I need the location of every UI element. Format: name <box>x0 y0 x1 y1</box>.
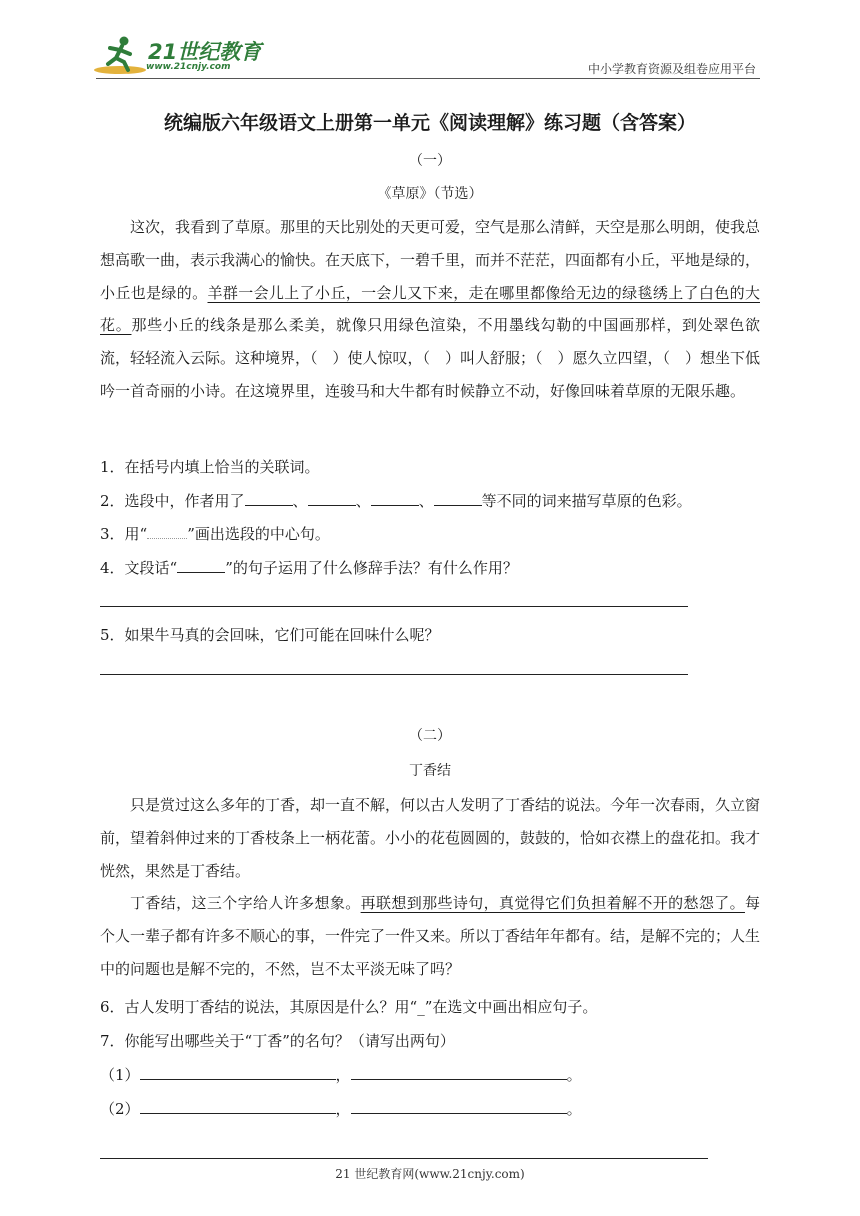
footer-text: 21 世纪教育网(www.21cnjy.com) <box>335 1167 525 1181</box>
platform-name: 中小学教育资源及组卷应用平台 <box>587 62 756 76</box>
period: 。 <box>566 1066 582 1084</box>
period: 。 <box>566 1100 582 1118</box>
question-1: 1．在括号内填上恰当的关联词。 <box>100 458 320 476</box>
answer-blank[interactable] <box>140 1065 336 1080</box>
answer-row-1 <box>100 1064 582 1085</box>
section-1-number: （一） <box>409 153 451 169</box>
answer-line-q4[interactable] <box>100 606 688 607</box>
question-2-prefix: 2．选段中，作者用了 <box>100 492 245 510</box>
question-3-prefix: 3．用“ <box>100 525 148 543</box>
passage-2-underlined: 再联想到那些诗句，真觉得它们负担着解不开的愁怨了。 <box>360 894 745 913</box>
question-6: 6．古人发明丁香结的说法，其原因是什么？用“_”在选文中画出相应句子。 <box>100 998 598 1016</box>
question-4-suffix: ”的句子运用了什么修辞手法？有什么作用？ <box>225 559 518 577</box>
answer-blank[interactable] <box>308 491 356 506</box>
footer-divider <box>100 1158 708 1159</box>
question-2-suffix: 等不同的词来描写草原的色彩。 <box>481 492 692 510</box>
answer-blank[interactable] <box>245 491 293 506</box>
passage-2-text-b: 每个人一辈子都有许多不顺心的事，一件完了一件又来。所以丁香结年年都有。结，是解不完的；人生中的问题也是解不完的，不然，岂不太平淡无味了吗？ <box>100 894 761 978</box>
comma: ， <box>335 1100 351 1118</box>
question-5: 5．如果牛马真的会回味，它们可能在回味什么呢？ <box>100 626 440 644</box>
passage-1 <box>100 211 760 408</box>
answer-blank[interactable] <box>371 491 419 506</box>
separator: 、 <box>418 492 434 510</box>
logo-url: www.21cnjy.com <box>146 62 231 72</box>
answer-label-2: （2） <box>100 1100 140 1118</box>
passage-1-text-a: 这次，我看到了草原。那里的天比别处的天更可爱，空气是那么清鲜，天空是那么明朗，使我总想高歌一曲，表示我满心的愉快。在天底下，一碧千里，而并不茫茫，四面都有小丘，平地是绿的，小丘也是绿的。 <box>100 218 761 302</box>
question-3 <box>100 523 330 544</box>
separator: 、 <box>355 492 371 510</box>
header-divider <box>96 78 760 79</box>
question-7: 7．你能写出哪些关于“丁香”的名句？（请写出两句） <box>100 1032 455 1050</box>
answer-blank[interactable] <box>434 491 482 506</box>
question-2 <box>100 490 692 511</box>
runner-logo-icon <box>94 34 150 76</box>
answer-row-2 <box>100 1098 582 1119</box>
passage-2-text-a: 丁香结，这三个字给人许多想象。 <box>130 894 361 913</box>
comma: ， <box>335 1066 351 1084</box>
answer-blank[interactable] <box>177 558 225 573</box>
passage-1-text-b: 那些小丘的线条是那么柔美，就像只用绿色渲染，不用墨线勾勒的中国画那样，到处翠色欲流，轻轻流入云际。这种境界，（ ）使人惊叹，（ ）叫人舒服；（ ）愿久立四望，（ ）想坐下低吟一首奇丽的小诗。在这境界里，连骏马和大牛都有时候静立不动，好像回味着草原的无限乐趣。 <box>100 316 761 400</box>
passage-2 <box>100 789 760 986</box>
answer-line-q5[interactable] <box>100 674 688 675</box>
section-1-subtitle: 《草原》（节选） <box>377 186 483 202</box>
question-3-suffix: ”画出选段的中心句。 <box>187 525 330 543</box>
section-2-number: （二） <box>409 728 451 744</box>
answer-blank[interactable] <box>351 1099 567 1114</box>
answer-blank[interactable] <box>351 1065 567 1080</box>
passage-1-underlined: 羊群一会儿上了小丘，一会儿又下来，走在哪里都像给无边的绿毯绣上了白色的大花。 <box>100 283 760 335</box>
question-4 <box>100 557 518 578</box>
wavy-line-symbol <box>147 528 187 539</box>
answer-blank[interactable] <box>140 1099 336 1114</box>
logo-text: 21世纪教育 <box>148 40 262 64</box>
page-title: 统编版六年级语文上册第一单元《阅读理解》练习题（含答案） <box>163 112 696 134</box>
section-2-subtitle: 丁香结 <box>409 763 451 779</box>
answer-label-1: （1） <box>100 1066 140 1084</box>
separator: 、 <box>292 492 308 510</box>
passage-2-paragraph-1: 只是赏过这么多年的丁香，却一直不解，何以古人发明了丁香结的说法。今年一次春雨，久立窗前，望着斜伸过来的丁香枝条上一柄花蕾。小小的花苞圆圆的，鼓鼓的，恰如衣襟上的盘花扣。我才恍然，果然是丁香结。 <box>100 796 761 880</box>
question-4-prefix: 4．文段话“ <box>100 559 178 577</box>
